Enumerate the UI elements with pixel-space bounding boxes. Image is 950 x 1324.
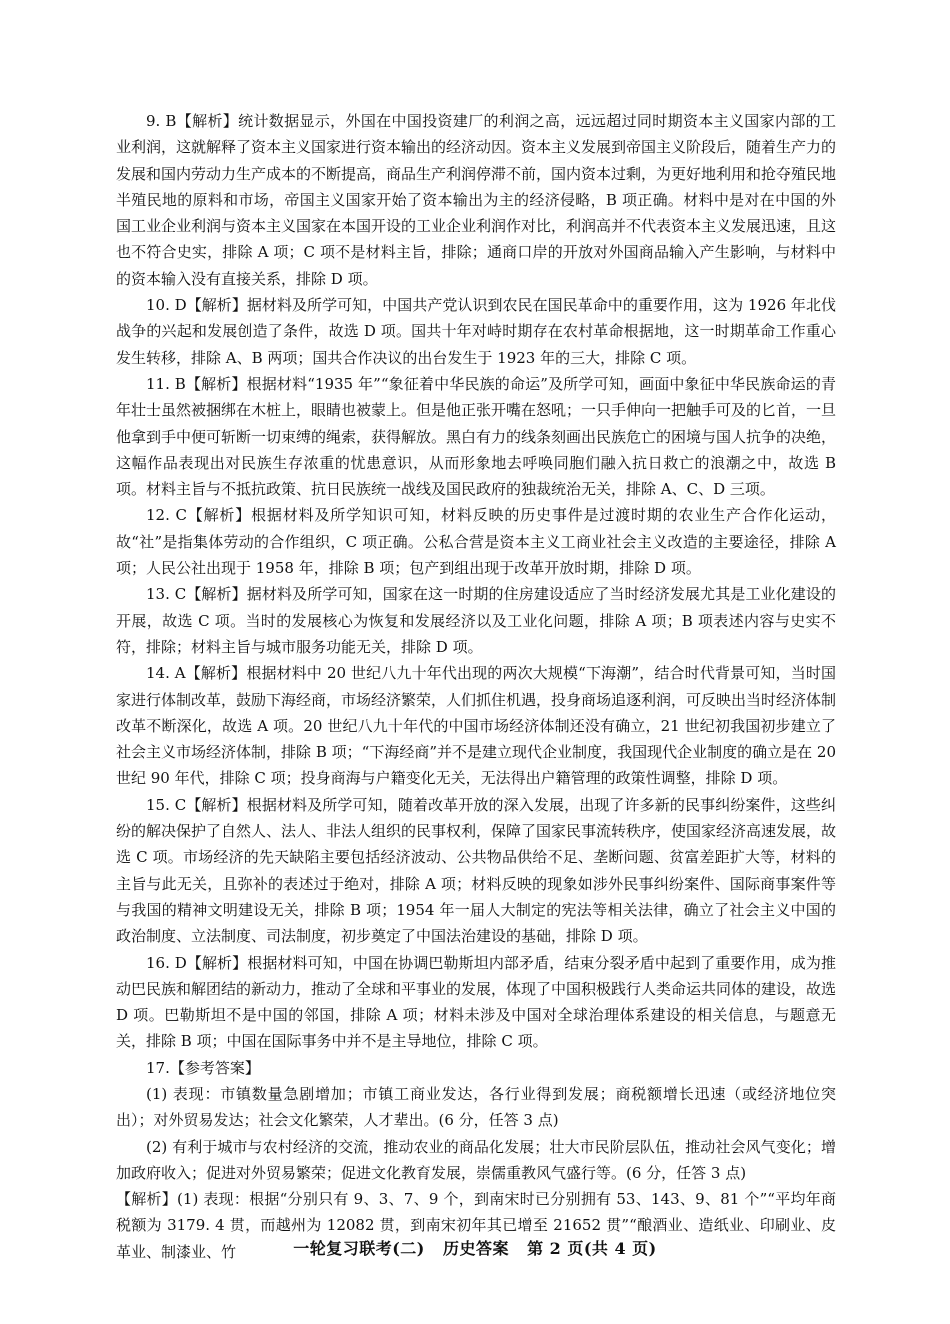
answer-16-paragraph: 16. D【解析】根据材料可知，中国在协调巴勒斯坦内部矛盾，结束分裂矛盾中起到了重要作用，成为推动巴民族和解团结的新动力，推动了全球和平事业的发展，体现了中国积极践行人类命运共同体的建设，故选 D 项。巴勒斯坦不是中国的邻国，排除 A 项；材料未涉及中国对全球治理体系建设的相关信息，与题意无关，排除 B 项；中国在国际事务中并不是主导地位，排除 C 项。 <box>116 953 837 1051</box>
answer-13-paragraph: 13. C【解析】据材料及所学可知，国家在这一时期的住房建设适应了当时经济发展尤其是工业化建设的开展，故选 C 项。当时的发展核心为恢复和发展经济以及工业化问题，排除 A 项；B 项表述内容与史实不符，排除；材料主旨与城市服务功能无关，排除 D 项。 <box>116 585 836 656</box>
footer-subject: 历史答案 <box>442 1239 509 1258</box>
page-footer <box>0 1236 950 1259</box>
footer-page-number: 第 2 页(共 4 页) <box>527 1239 657 1258</box>
answer-17-part-1: (1) 表现：市镇数量急剧增加；市镇工商业发达，各行业得到发展；商税额增长迅速（或经济地位突出）；对外贸易发达；社会文化繁荣，人才辈出。(6 分，任答 3 点) <box>116 1084 836 1130</box>
document-body <box>116 108 836 1265</box>
answer-17-part-2: (2) 有利于城市与农村经济的交流，推动农业的商品化发展；壮大市民阶层队伍，推动社会风气变化；增加政府收入；促进对外贸易繁荣；促进文化教育发展，崇儒重教风气盛行等。(6 分，任答 3 点) <box>116 1137 836 1182</box>
answer-11-paragraph: 11. B【解析】根据材料“1935 年”“象征着中华民族的命运”及所学可知，画面中象征中华民族命运的青年壮士虽然被捆绑在木桩上，眼睛也被蒙上。但是他正张开嘴在怒吼；一只手伸向一把触手可及的匕首，一旦他拿到手中便可斩断一切束缚的绳索，获得解放。黑白有力的线条刻画出民族危亡的困境与国人抗争的决绝，这幅作品表现出对民族生存浓重的忧患意识，从而形象地去呼唤同胞们融入抗日救亡的浪潮之中，故选 B 项。材料主旨与不抵抗政策、抗日民族统一战线及国民政府的独裁统治无关，排除 A、C、D 三项。 <box>116 374 837 499</box>
answer-12-paragraph: 12. C【解析】根据材料及所学知识可知，材料反映的历史事件是过渡时期的农业生产合作化运动，故“社”是指集体劳动的合作组织，C 项正确。公私合营是资本主义工商业社会主义改造的主要途径，排除 A 项；人民公社出现于 1958 年，排除 B 项；包产到组出现于改革开放时期，排除 D 项。 <box>116 506 836 578</box>
answer-14-paragraph: 14. A【解析】根据材料中 20 世纪八九十年代出现的两次大规模“下海潮”，结合时代背景可知，当时国家进行体制改革，鼓励下海经商，市场经济繁荣，人们抓住机遇，投身商场追逐利润，可反映出当时经济体制改革不断深化，故选 A 项。20 世纪八九十年代的中国市场经济体制还没有确立，21 世纪初我国初步建立了社会主义市场经济体制，排除 B 项；“下海经商”并不是建立现代企业制度，我国现代企业制度的确立是在 20 世纪 90 年代，排除 C 项；投身商海与户籍变化无关，无法得出户籍管理的政策性调整，排除 D 项。 <box>116 664 837 788</box>
answer-17-heading: 17.【参考答案】 <box>146 1058 260 1077</box>
answer-10-paragraph: 10. D【解析】据材料及所学可知，中国共产党认识到农民在国民革命中的重要作用，这为 1926 年北伐战争的兴起和发展创造了条件，故选 D 项。国共十年对峙时期存在农村革命根据地，这一时期革命工作重心发生转移，排除 A、B 两项；国共合作决议的出台发生于 1923 年的三大，排除 C 项。 <box>116 296 836 367</box>
answer-17-analysis: 【解析】(1) 表现：根据“分别只有 9、3、7、9 个，到南宋时已分别拥有 53、143、9、81 个”“平均年商税额为 3179. 4 贯，而越州为 12082 贯，到南宋初年其已增至 21652 贯”“酿酒业、造纸业、印刷业、皮革业、制漆业、竹 <box>116 1190 836 1261</box>
footer-exam-title: 一轮复习联考(二) <box>293 1239 425 1258</box>
answer-9-paragraph: 9. B【解析】统计数据显示，外国在中国投资建厂的利润之高，远远超过同时期资本主义国家内部的工业利润，这就解释了资本主义国家进行资本输出的经济动因。资本主义发展到帝国主义阶段后，随着生产力的发展和国内劳动力生产成本的不断提高，商品生产利润停滞不前，国内资本过剩，为更好地利用和抢夺殖民地半殖民地的原料和市场，帝国主义国家开始了资本输出为主的经济侵略，B 项正确。材料中是对在中国的外国工业企业利润与资本主义国家在本国开设的工业企业利润作对比，利润高并不代表资本主义发展迅速，且这也不符合史实，排除 A 项；C 项不是材料主旨，排除；通商口岸的开放对外国商品输入产生影响，与材料中的资本输入没有直接关系，排除 D 项。 <box>116 112 837 288</box>
answer-15-paragraph: 15. C【解析】根据材料及所学可知，随着改革开放的深入发展，出现了许多新的民事纠纷案件，这些纠纷的解决保护了自然人、法人、非法人组织的民事权利，保障了国家民事流转秩序，使国家经济高速发展，故选 C 项。市场经济的先天缺陷主要包括经济波动、公共物品供给不足、垄断问题、贫富差距扩大等，材料的主旨与此无关，且弥补的表述过于绝对，排除 A 项；材料反映的现象如涉外民事纠纷案件、国际商事案件等与我国的精神文明建设无关，排除 B 项；1954 年一届人大制定的宪法等相关法律，确立了社会主义中国的政治制度、立法制度、司法制度，初步奠定了中国法治建设的基础，排除 D 项。 <box>116 795 837 946</box>
